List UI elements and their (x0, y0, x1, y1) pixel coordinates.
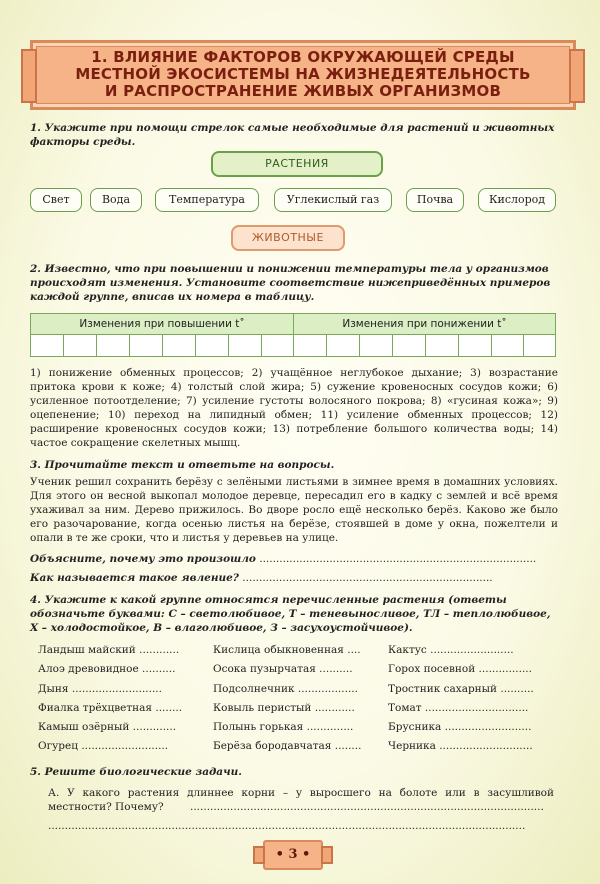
question-1: 1. Укажите при помощи стрелок самые необходимые для растений и животных факторы среды. (30, 122, 555, 148)
question-3: 3. Прочитайте текст и ответьте на вопросы. (30, 459, 335, 471)
plant-item[interactable]: Кислица обыкновенная .... (213, 644, 361, 656)
temperature-table (30, 313, 556, 357)
plant-item[interactable]: Черника ............................ (388, 740, 533, 752)
col-increase: Изменения при повышении t˚ (31, 314, 294, 334)
answer-cell[interactable] (426, 335, 459, 356)
factor-soil[interactable]: Почва (406, 188, 464, 212)
q5-task-a: А. У какого растения длиннее корни – у выросшего на болоте или в засушливой местности? Почему? (48, 787, 554, 813)
q3-question-2: Как называется такое явление? (30, 572, 239, 584)
factor-co2[interactable]: Углекислый газ (274, 188, 392, 212)
table-header (31, 314, 555, 335)
q3-question-1: Объясните, почему это произошло (30, 553, 256, 565)
answer-cell[interactable] (294, 335, 327, 356)
plant-item[interactable]: Подсолнечник .................. (213, 683, 358, 695)
answer-cell[interactable] (492, 335, 524, 356)
q2-examples: 1) понижение обменных процессов; 2) учащённое неглубокое дыхание; 3) возрастание притока крови к коже; 4) толстый слой жира; 5) сужение кровеносных сосудов кожи; 6) усиленное потоотделение; 7) усиление густоты волосяного покрова; 8) «гусиная кожа»; 9) оцепенение; 10) переход на липидный обмен; 11) усиление обменных процессов; 12) расширение кровеносных сосудов кожи; 13) потребление большого количества воды; 14) частое сокращение скелетных мышц. (30, 367, 558, 449)
answer-cell[interactable] (196, 335, 229, 356)
question-2: 2. Известно, что при повышении и понижении температуры тела у организмов происходят изменения. Установите соответствие нижеприведённых примеров каждой группе, вписав их номера в таблицу. (30, 263, 551, 303)
plant-item[interactable]: Томат ............................... (388, 702, 529, 714)
title-banner (30, 40, 576, 110)
answer-cell[interactable] (524, 335, 555, 356)
plant-item[interactable]: Камыш озёрный ............. (38, 721, 177, 733)
factor-temperature[interactable]: Температура (155, 188, 259, 212)
plant-item[interactable]: Брусника .......................... (388, 721, 532, 733)
q3-answer-line-1[interactable]: Объясните, почему это произошло ................................................................................... (30, 553, 537, 565)
answer-cell[interactable] (97, 335, 130, 356)
q5-answer-line-1[interactable]: .......................................................................................................... (190, 801, 544, 813)
plant-item[interactable]: Алоэ древовидное .......... (38, 663, 176, 675)
answer-cell[interactable] (393, 335, 426, 356)
factor-light[interactable]: Свет (30, 188, 82, 212)
plant-item[interactable]: Ковыль перистый ............ (213, 702, 355, 714)
plant-item[interactable]: Берёза бородавчатая ........ (213, 740, 362, 752)
plant-item[interactable]: Кактус ......................... (388, 644, 514, 656)
plant-item[interactable]: Полынь горькая .............. (213, 721, 354, 733)
answer-cell[interactable] (130, 335, 163, 356)
answer-cell[interactable] (459, 335, 492, 356)
question-4: 4. Укажите к какой группе относятся перечисленные растения (ответы обозначьте буквами: С – светолюбивое, Т – теневыносливое, ТЛ – теплолюбивое, Х – холодостойкое, В – влаголюбивое, З – засухоустойчивое). (30, 594, 551, 634)
answer-cell[interactable] (163, 335, 196, 356)
factor-oxygen[interactable]: Кислород (478, 188, 556, 212)
q5-answer-line-2[interactable]: ............................................................................................................................................... (48, 820, 526, 832)
plants-label: РАСТЕНИЯ (211, 151, 383, 177)
page-number: • 3 • (263, 840, 323, 870)
answer-cell[interactable] (360, 335, 393, 356)
plant-item[interactable]: Ландыш майский ............ (38, 644, 180, 656)
answer-cell[interactable] (327, 335, 360, 356)
answer-cell[interactable] (31, 335, 64, 356)
answer-cell[interactable] (64, 335, 97, 356)
q3-story: Ученик решил сохранить берёзу с зелёными листьями в зимнее время в домашних условиях. Для этого он весной выкопал молодое деревце, пересадил его в кадку с землей и всё время ухаживал за ним. Дерево прижилось. Во дворе росло ещё несколько берёз. Каково же было его разочарование, когда осенью листья на берёзе, стоявшей в доме у окна, пожелтели и опали в те же сроки, что и листья у деревьев на улице. (30, 476, 558, 544)
col-decrease: Изменения при понижении t˚ (342, 318, 507, 330)
plant-item[interactable]: Осока пузырчатая .......... (213, 663, 353, 675)
factor-water[interactable]: Вода (90, 188, 142, 212)
plant-item[interactable]: Тростник сахарный .......... (388, 683, 534, 695)
answer-cell[interactable] (229, 335, 262, 356)
answer-cell[interactable] (262, 335, 294, 356)
plant-item[interactable]: Дыня ........................... (38, 683, 162, 695)
question-5: 5. Решите биологические задачи. (30, 766, 242, 778)
page-title: 1. ВЛИЯНИЕ ФАКТОРОВ ОКРУЖАЮЩЕЙ СРЕДЫ МЕСТНОЙ ЭКОСИСТЕМЫ НА ЖИЗНЕДЕЯТЕЛЬНОСТЬ И РАСПРОСТРАНЕНИЕ ЖИВЫХ ОРГАНИЗМОВ (75, 48, 531, 100)
plant-item[interactable]: Огурец .......................... (38, 740, 169, 752)
plant-item[interactable]: Фиалка трёхцветная ........ (38, 702, 183, 714)
plant-item[interactable]: Горох посевной ................ (388, 663, 532, 675)
animals-label: ЖИВОТНЫЕ (231, 225, 345, 251)
table-answer-row (31, 335, 555, 356)
q3-answer-line-2[interactable]: Как называется такое явление? ........................................................................... (30, 572, 493, 584)
